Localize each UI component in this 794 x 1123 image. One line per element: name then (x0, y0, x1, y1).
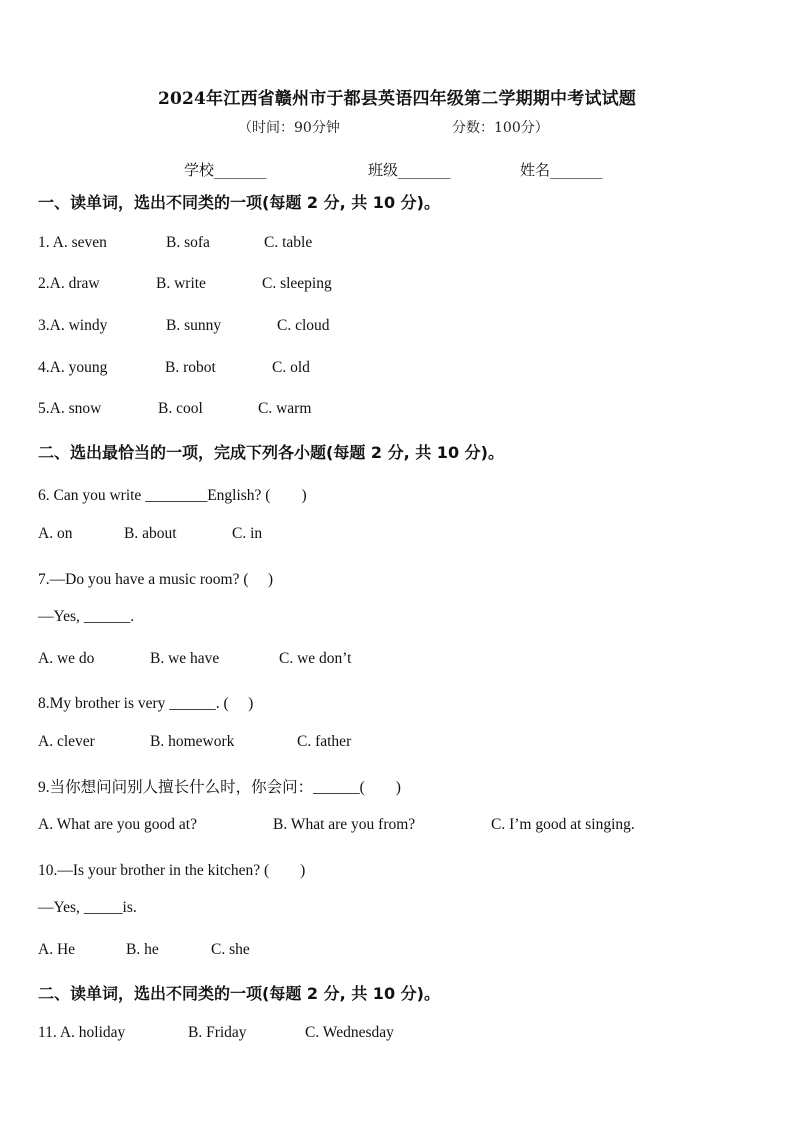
question-option: C. we don’t (279, 650, 352, 667)
question-option: C. cloud (277, 317, 330, 334)
school-field: 学校_______ (184, 161, 267, 179)
name-field: 姓名_______ (520, 161, 603, 179)
question-option: B. write (156, 275, 206, 292)
question-option: A. clever (38, 733, 95, 750)
question-stem: 9.当你想问问别人擅长什么时，你会问：______( ) (38, 779, 401, 796)
question-option: B. robot (165, 359, 216, 376)
page-title: 2024年江西省赣州市于都县英语四年级第二学期期中考试试题 (157, 89, 637, 109)
question-option: C. in (232, 525, 263, 542)
question-option: 11. A. holiday (38, 1024, 126, 1041)
question-option: C. table (264, 234, 313, 251)
question-option: A. What are you good at? (38, 816, 197, 833)
question-stem: 8.My brother is very ______. ( ) (38, 695, 254, 712)
question-option: C. sleeping (262, 275, 332, 292)
question-reply: —Yes, ______. (38, 608, 135, 625)
exam-time: （时间：90分钟 (238, 120, 340, 136)
question-option: B. sunny (166, 317, 222, 334)
question-option: B. we have (150, 650, 220, 667)
question-option: C. Wednesday (305, 1024, 394, 1041)
question-option: B. sofa (166, 234, 210, 251)
section-heading: 二、读单词，选出不同类的一项(每题 2 分, 共 10 分)。 (38, 984, 440, 1003)
question-stem: 6. Can you write ________English? ( ) (38, 487, 307, 504)
question-option: C. I’m good at singing. (491, 816, 635, 833)
question-option: C. she (211, 941, 250, 958)
section-heading: 一、读单词，选出不同类的一项(每题 2 分, 共 10 分)。 (38, 193, 440, 212)
question-option: 1. A. seven (38, 234, 107, 251)
question-stem: 7.—Do you have a music room? ( ) (38, 571, 274, 588)
question-option: B. homework (150, 733, 235, 750)
question-stem: 10.—Is your brother in the kitchen? ( ) (38, 862, 306, 879)
question-option: A. we do (38, 650, 95, 667)
question-option: 3.A. windy (38, 317, 108, 334)
question-option: 2.A. draw (38, 275, 100, 292)
question-option: 4.A. young (38, 359, 108, 376)
question-option: B. he (126, 941, 159, 958)
section-heading: 二、选出最恰当的一项，完成下列各小题(每题 2 分, 共 10 分)。 (38, 443, 504, 462)
question-reply: —Yes, _____is. (38, 899, 137, 916)
question-option: A. He (38, 941, 76, 958)
question-option: C. father (297, 733, 352, 750)
question-option: B. about (124, 525, 177, 542)
exam-score: 分数：100分） (452, 120, 549, 136)
question-option: B. cool (158, 400, 203, 417)
question-option: C. old (272, 359, 310, 376)
question-option: A. on (38, 525, 73, 542)
question-option: 5.A. snow (38, 400, 102, 417)
question-option: B. What are you from? (273, 816, 416, 833)
class-field: 班级_______ (368, 161, 451, 179)
question-option: C. warm (258, 400, 312, 417)
question-option: B. Friday (188, 1024, 247, 1041)
